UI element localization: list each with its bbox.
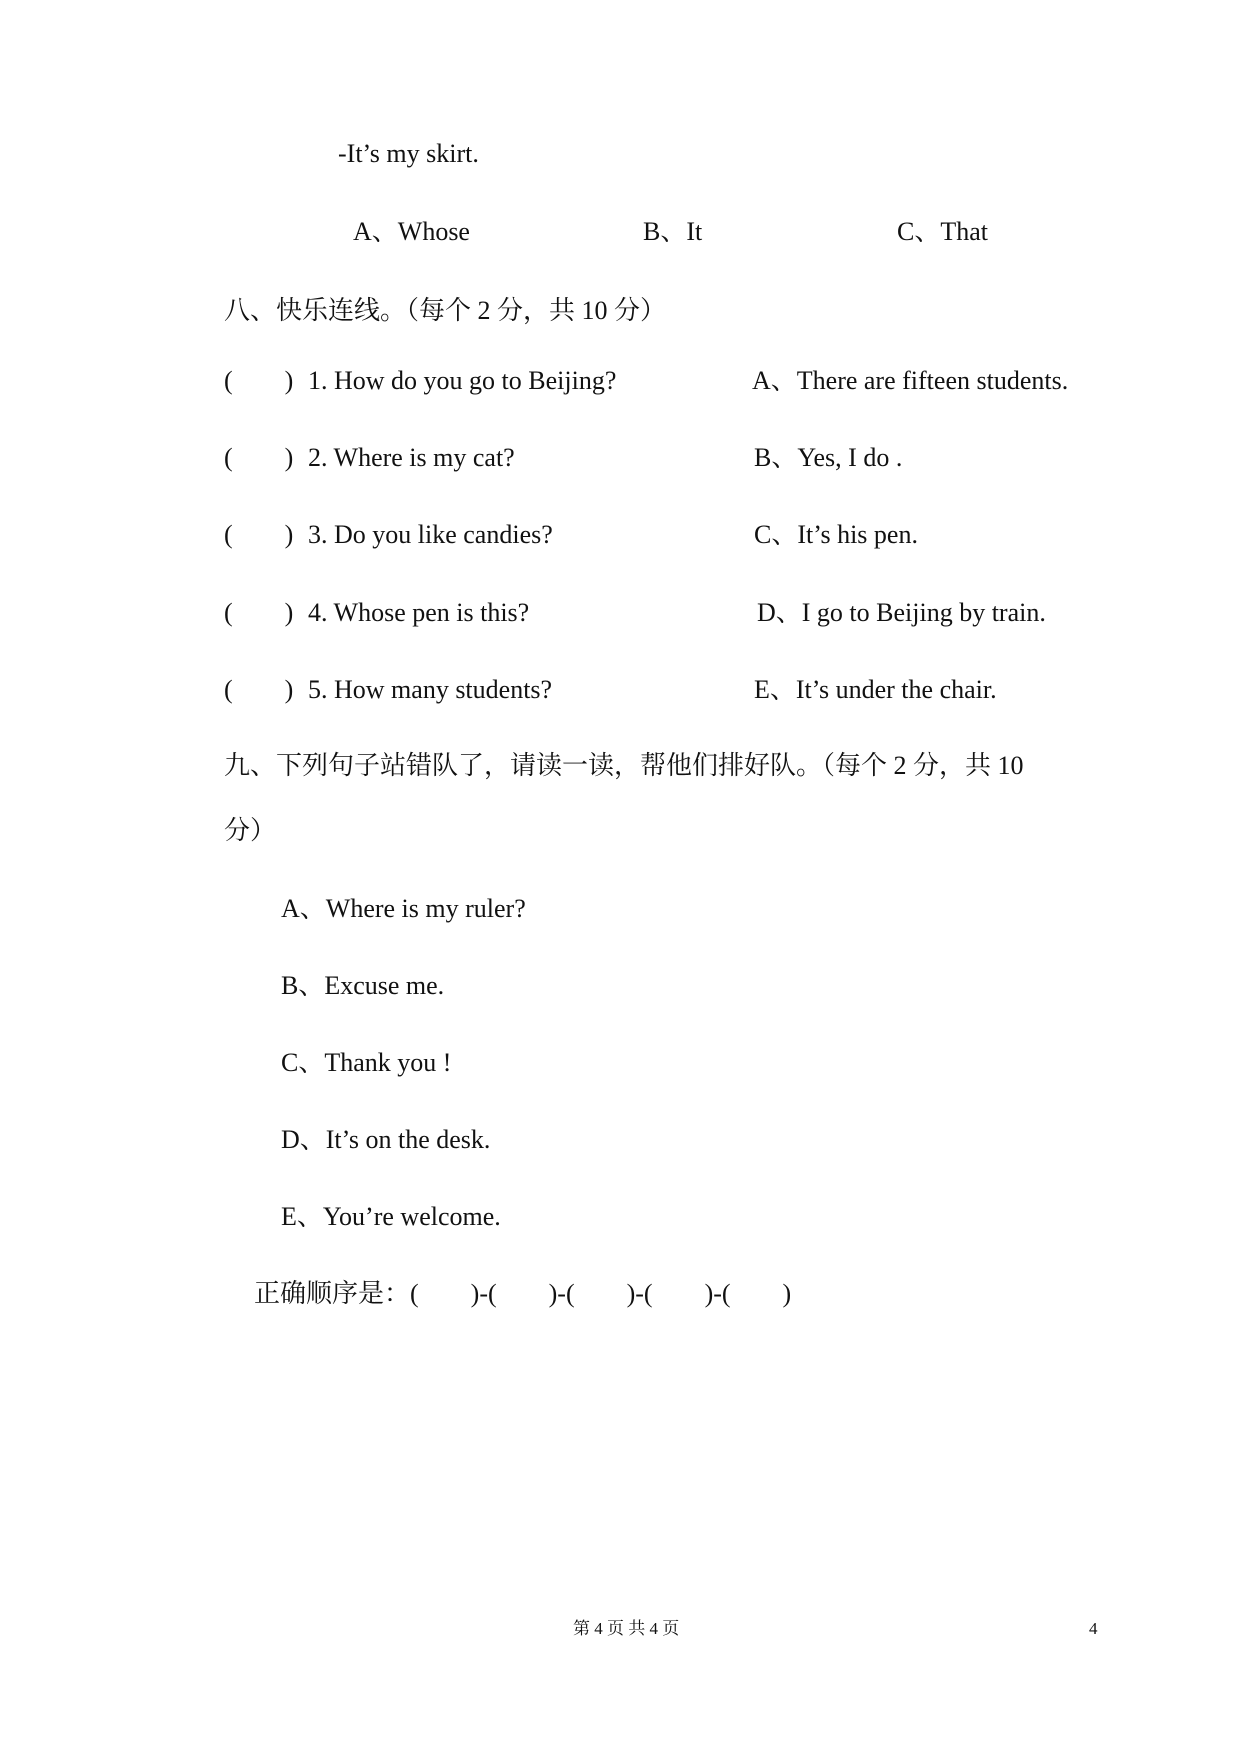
- list-item: C、Thank you !: [281, 1048, 452, 1077]
- question-text: 1. How do you go to Beijing?: [308, 366, 617, 395]
- option-b: B、It: [643, 217, 703, 246]
- list-item: E、You’re welcome.: [281, 1202, 501, 1231]
- page-number: 4: [1089, 1619, 1098, 1638]
- question-text: 3. Do you like candies?: [308, 520, 553, 549]
- section9-heading-continued: 分）: [224, 816, 277, 845]
- match-option: A、There are fifteen students.: [752, 366, 1069, 395]
- option-c: C、That: [897, 217, 988, 246]
- question-text: 5. How many students?: [308, 675, 553, 704]
- question-text: 2. Where is my cat?: [308, 443, 515, 472]
- match-option: C、It’s his pen.: [754, 520, 918, 549]
- answer-line: -It’s my skirt.: [338, 139, 479, 168]
- answer-blank: ( ): [224, 520, 294, 549]
- section9-heading: 九、下列句子站错队了，请读一读，帮他们排好队。（每个 2 分，共 10: [224, 751, 1024, 780]
- list-item: D、It’s on the desk.: [281, 1125, 491, 1154]
- answer-blank: ( ): [224, 443, 294, 472]
- match-option: B、Yes, I do .: [754, 443, 903, 472]
- match-option: D、I go to Beijing by train.: [757, 598, 1046, 627]
- page-info: 第 4 页 共 4 页: [573, 1619, 680, 1638]
- match-option: E、It’s under the chair.: [754, 675, 997, 704]
- list-item: A、Where is my ruler?: [281, 894, 526, 923]
- order-answer-line: 正确顺序是：( )-( )-( )-( )-( ): [254, 1279, 792, 1308]
- option-a: A、Whose: [353, 217, 470, 246]
- answer-blank: ( ): [224, 598, 294, 627]
- question-text: 4. Whose pen is this?: [308, 598, 530, 627]
- section8-heading: 八、快乐连线。（每个 2 分，共 10 分）: [224, 296, 667, 325]
- list-item: B、Excuse me.: [281, 971, 445, 1000]
- answer-blank: ( ): [224, 366, 294, 395]
- answer-blank: ( ): [224, 675, 294, 704]
